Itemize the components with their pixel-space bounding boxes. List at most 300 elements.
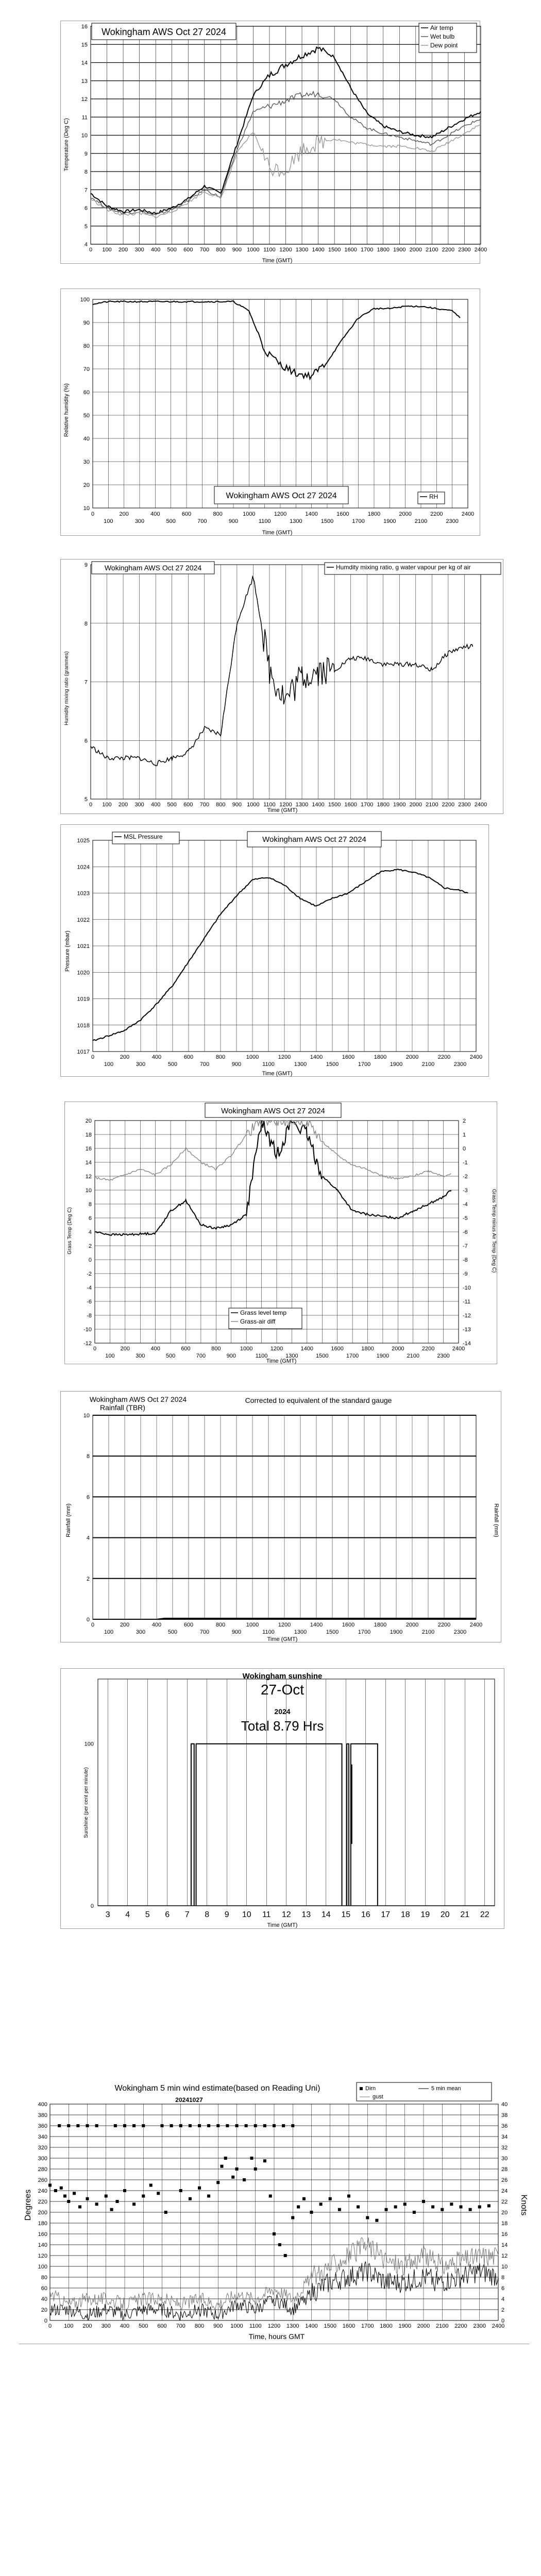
grass-temp-ytick-8: 8 bbox=[88, 1201, 92, 1208]
grass-temp-xtick-1100: 1100 bbox=[255, 1353, 268, 1359]
wind-legend bbox=[357, 2082, 492, 2101]
humidity-xtick-1700: 1700 bbox=[352, 518, 365, 524]
pressure-xtick-2400: 2400 bbox=[469, 1054, 483, 1060]
grass-temp-xtick-1200: 1200 bbox=[270, 1346, 283, 1352]
rainfall-xtick-1200: 1200 bbox=[278, 1622, 291, 1628]
wind-ytick-340: 340 bbox=[38, 2134, 47, 2140]
wind-y2tick-6: 6 bbox=[501, 2285, 505, 2292]
temperature-xtick-300: 300 bbox=[134, 247, 144, 253]
grass-temp-ytick--2: -2 bbox=[87, 1271, 92, 1277]
mixing-ratio-xtick-0: 0 bbox=[89, 802, 93, 808]
wind-ytick-80: 80 bbox=[41, 2275, 47, 2281]
grass-temp-xtick-200: 200 bbox=[120, 1346, 130, 1352]
grass-temp-ytick-16: 16 bbox=[85, 1146, 92, 1152]
wind-dirn-point-0-15 bbox=[149, 2184, 153, 2187]
wind-y2tick-12: 12 bbox=[501, 2253, 508, 2259]
humidity-xtick-900: 900 bbox=[228, 518, 239, 524]
sunshine-xtick-7: 7 bbox=[184, 1910, 190, 1919]
wind-dirn-point-0-33 bbox=[278, 2243, 281, 2246]
rainfall-ytick-4: 4 bbox=[86, 1535, 90, 1541]
mixing-ratio-xtick-2200: 2200 bbox=[442, 802, 455, 808]
pressure-series-0 bbox=[93, 869, 468, 1041]
wind-dirn-point-0-10 bbox=[110, 2208, 113, 2211]
wind-dirn-point-0-44 bbox=[366, 2216, 369, 2219]
humidity-xtick-700: 700 bbox=[197, 518, 207, 524]
grass-temp-y2tick-1: 1 bbox=[463, 1132, 466, 1138]
grass-temp-y2tick--6: -6 bbox=[463, 1229, 468, 1235]
temperature-xtick-1400: 1400 bbox=[312, 247, 325, 253]
wind-xlabel: Time, hours GMT bbox=[248, 2332, 305, 2341]
temperature-xtick-1100: 1100 bbox=[263, 247, 276, 253]
grass-temp-y2tick--1: -1 bbox=[463, 1160, 468, 1166]
rainfall-xtick-1500: 1500 bbox=[326, 1629, 339, 1635]
sunshine-xtick-11: 11 bbox=[262, 1910, 271, 1919]
humidity-chart bbox=[61, 289, 481, 536]
temperature-ticks bbox=[81, 24, 487, 253]
pressure-ytick-1022: 1022 bbox=[77, 917, 90, 923]
pressure-ytick-1025: 1025 bbox=[77, 838, 90, 844]
rainfall-xtick-300: 300 bbox=[136, 1629, 146, 1635]
wind-y2tick-26: 26 bbox=[501, 2177, 508, 2183]
grass-temp-ytick--4: -4 bbox=[87, 1285, 92, 1291]
temperature-xtick-0: 0 bbox=[89, 247, 93, 253]
pressure-xtick-500: 500 bbox=[167, 1061, 178, 1067]
wind-y2tick-24: 24 bbox=[501, 2188, 508, 2194]
pressure-xlabel: Time (GMT) bbox=[262, 1071, 293, 1077]
temperature-xtick-1800: 1800 bbox=[377, 247, 390, 253]
wind-ytick-120: 120 bbox=[38, 2253, 47, 2259]
wind-dirn-point-1-18 bbox=[245, 2124, 248, 2127]
humidity-xtick-400: 400 bbox=[150, 511, 160, 517]
humidity-ytick-70: 70 bbox=[83, 366, 90, 372]
temperature-xtick-1600: 1600 bbox=[344, 247, 357, 253]
grass-temp-xtick-800: 800 bbox=[211, 1346, 221, 1352]
wind-y2tick-14: 14 bbox=[501, 2242, 508, 2248]
grass-temp-y2tick--2: -2 bbox=[463, 1174, 468, 1180]
wind-dirn-point-0-32 bbox=[273, 2232, 276, 2235]
grass-temp-ytick--12: -12 bbox=[83, 1341, 92, 1347]
pressure-xtick-1900: 1900 bbox=[390, 1061, 403, 1067]
rainfall-xtick-1600: 1600 bbox=[342, 1622, 355, 1628]
wind-ytick-360: 360 bbox=[38, 2123, 47, 2129]
wind-dirn-point-1-11 bbox=[179, 2124, 182, 2127]
grass-temp-legend-label-0: Grass level temp bbox=[240, 1309, 287, 1316]
humidity-chart-panel bbox=[60, 289, 480, 536]
temperature-legend-label-0: Air temp bbox=[430, 24, 453, 31]
humidity-xtick-2000: 2000 bbox=[399, 511, 412, 517]
temperature-xtick-100: 100 bbox=[102, 247, 112, 253]
grass-temp-xtick-1300: 1300 bbox=[285, 1353, 298, 1359]
pressure-xtick-1400: 1400 bbox=[310, 1054, 323, 1060]
wind-dirn-point-0-22 bbox=[216, 2181, 219, 2184]
grass-temp-ytick-2: 2 bbox=[88, 1243, 92, 1249]
humidity-xtick-2100: 2100 bbox=[414, 518, 428, 524]
temperature-ytick-13: 13 bbox=[81, 78, 88, 84]
humidity-xtick-1300: 1300 bbox=[290, 518, 302, 524]
mixing-ratio-xtick-600: 600 bbox=[183, 802, 193, 808]
pressure-xtick-100: 100 bbox=[104, 1061, 114, 1067]
humidity-xtick-200: 200 bbox=[119, 511, 129, 517]
wind-dirn-point-0-16 bbox=[157, 2192, 160, 2195]
wind-dirn-point-0-30 bbox=[263, 2159, 266, 2162]
wind-xtick-500: 500 bbox=[139, 2323, 148, 2329]
temperature-xlabel: Time (GMT) bbox=[262, 258, 293, 264]
mixing-ratio-xtick-1500: 1500 bbox=[328, 802, 341, 808]
mixing-ratio-xtick-700: 700 bbox=[199, 802, 209, 808]
sunshine-xtick-12: 12 bbox=[281, 1910, 291, 1919]
grass-temp-xtick-1700: 1700 bbox=[346, 1353, 359, 1359]
rainfall-xtick-400: 400 bbox=[151, 1622, 162, 1628]
grass-temp-y2tick--5: -5 bbox=[463, 1215, 468, 1222]
mixing-ratio-xtick-1400: 1400 bbox=[312, 802, 325, 808]
sunshine-title: Wokingham sunshine bbox=[242, 1672, 323, 1681]
grass-temp-xtick-2000: 2000 bbox=[392, 1346, 404, 1352]
humidity-ytick-20: 20 bbox=[83, 482, 90, 488]
wind-dirn-point-1-3 bbox=[86, 2124, 89, 2127]
mixing-ratio-xtick-400: 400 bbox=[150, 802, 161, 808]
sunshine-ticks bbox=[84, 1741, 489, 1919]
wind-dirn-point-0-56 bbox=[478, 2206, 481, 2209]
wind-dirn-point-1-13 bbox=[198, 2124, 201, 2127]
wind-dirn-point-0-11 bbox=[116, 2200, 119, 2203]
mixing-ratio-xtick-2300: 2300 bbox=[458, 802, 471, 808]
wind-y2label: Knots bbox=[519, 2194, 528, 2216]
grass-temp-xtick-1800: 1800 bbox=[361, 1346, 374, 1352]
wind-ytick-220: 220 bbox=[38, 2199, 47, 2205]
wind-dirn-point-0-55 bbox=[469, 2208, 472, 2211]
wind-ytick-180: 180 bbox=[38, 2221, 47, 2227]
pressure-xtick-0: 0 bbox=[91, 1054, 95, 1060]
grass-temp-series-1 bbox=[95, 1121, 451, 1180]
sunshine-grid bbox=[98, 1679, 495, 1906]
rainfall-ytick-0: 0 bbox=[86, 1617, 90, 1623]
pressure-xtick-1500: 1500 bbox=[326, 1061, 339, 1067]
wind-dirn-point-0-20 bbox=[198, 2187, 201, 2190]
temperature-xtick-400: 400 bbox=[150, 247, 161, 253]
temperature-ytick-7: 7 bbox=[84, 187, 88, 194]
grass-temp-xtick-1000: 1000 bbox=[240, 1346, 253, 1352]
sunshine-xtick-8: 8 bbox=[205, 1910, 210, 1919]
sunshine-chart-panel bbox=[60, 1668, 504, 1929]
wind-dirn-point-1-15 bbox=[216, 2124, 219, 2127]
pressure-xtick-1200: 1200 bbox=[278, 1054, 291, 1060]
humidity-ytick-100: 100 bbox=[80, 297, 90, 303]
mixing-ratio-chart bbox=[61, 560, 504, 815]
sunshine-total: Total 8.79 Hrs bbox=[241, 1718, 324, 1734]
pressure-ytick-1019: 1019 bbox=[77, 996, 90, 1003]
wind-y2tick-8: 8 bbox=[501, 2275, 505, 2281]
wind-title: Wokingham 5 min wind estimate(based on Reading Uni) bbox=[114, 2084, 320, 2093]
humidity-ytick-40: 40 bbox=[83, 436, 90, 442]
wind-dirn-point-0-51 bbox=[431, 2206, 434, 2209]
sunshine-ytick-0: 0 bbox=[90, 1903, 94, 1909]
wind-ytick-200: 200 bbox=[38, 2210, 47, 2216]
pressure-chart-panel bbox=[60, 824, 489, 1077]
wind-xtick-400: 400 bbox=[120, 2323, 130, 2329]
grass-temp-xtick-2100: 2100 bbox=[407, 1353, 419, 1359]
temperature-xtick-1900: 1900 bbox=[393, 247, 406, 253]
wind-dirn-point-1-4 bbox=[95, 2124, 98, 2127]
wind-dirn-point-0-26 bbox=[235, 2167, 239, 2171]
grass-temp-ytick-0: 0 bbox=[88, 1257, 92, 1263]
wind-xtick-900: 900 bbox=[213, 2323, 223, 2329]
grass-temp-y2tick--10: -10 bbox=[463, 1285, 471, 1291]
mixing-ratio-xtick-1100: 1100 bbox=[263, 802, 276, 808]
sunshine-sun-interval-1 bbox=[196, 1744, 342, 1906]
pressure-ytick-1017: 1017 bbox=[77, 1049, 90, 1055]
pressure-series bbox=[93, 869, 468, 1041]
temperature-legend bbox=[419, 23, 477, 53]
wind-legend-label-1: 5 min mean bbox=[431, 2086, 461, 2092]
wind-xtick-2100: 2100 bbox=[436, 2323, 449, 2329]
temperature-xtick-700: 700 bbox=[199, 247, 209, 253]
wind-xtick-2400: 2400 bbox=[492, 2323, 505, 2329]
wind-dirn-point-1-21 bbox=[273, 2124, 276, 2127]
humidity-xtick-300: 300 bbox=[134, 518, 145, 524]
sunshine-xtick-22: 22 bbox=[480, 1910, 489, 1919]
wind-xtick-2300: 2300 bbox=[473, 2323, 486, 2329]
grass-temp-xtick-100: 100 bbox=[105, 1353, 115, 1359]
humidity-series bbox=[93, 301, 460, 379]
wind-series bbox=[48, 2124, 498, 2320]
mixing-ratio-xtick-1000: 1000 bbox=[247, 802, 260, 808]
rainfall-xtick-100: 100 bbox=[104, 1629, 114, 1635]
mixing-ratio-xtick-800: 800 bbox=[216, 802, 226, 808]
humidity-xtick-1400: 1400 bbox=[305, 511, 318, 517]
wind-xtick-100: 100 bbox=[64, 2323, 74, 2329]
wind-grid bbox=[50, 2104, 498, 2320]
humidity-xtick-1900: 1900 bbox=[383, 518, 396, 524]
rainfall-xtick-2300: 2300 bbox=[453, 1629, 467, 1635]
rainfall-xtick-2000: 2000 bbox=[405, 1622, 419, 1628]
wind-y2tick-2: 2 bbox=[501, 2307, 505, 2313]
sunshine-xtick-14: 14 bbox=[321, 1910, 331, 1919]
rainfall-xtick-600: 600 bbox=[183, 1622, 194, 1628]
grass-temp-ytick--6: -6 bbox=[87, 1299, 92, 1305]
temperature-xtick-1300: 1300 bbox=[295, 247, 309, 253]
mixing-ratio-xtick-100: 100 bbox=[102, 802, 112, 808]
wind-dirn-point-1-14 bbox=[207, 2124, 210, 2127]
wind-dirn-point-0-3 bbox=[63, 2195, 66, 2198]
temperature-xtick-2000: 2000 bbox=[409, 247, 422, 253]
grass-temp-xtick-300: 300 bbox=[136, 1353, 145, 1359]
wind-y2tick-4: 4 bbox=[501, 2296, 505, 2302]
wind-dirn-point-0-2 bbox=[60, 2187, 63, 2190]
mixing-ratio-ylabel: Humidity mixing ratio (grammes) bbox=[64, 651, 70, 725]
wind-y2tick-40: 40 bbox=[501, 2102, 508, 2108]
temperature-xtick-1200: 1200 bbox=[279, 247, 292, 253]
grass-temp-ytick-10: 10 bbox=[85, 1188, 92, 1194]
humidity-ytick-90: 90 bbox=[83, 320, 90, 326]
wind-dirn-point-0-29 bbox=[254, 2167, 257, 2171]
wind-dirn-point-0-50 bbox=[422, 2200, 425, 2203]
wind-dirn-point-0-52 bbox=[441, 2208, 444, 2211]
wind-dirn-point-0-8 bbox=[95, 2202, 98, 2206]
wind-dirn-point-0-37 bbox=[302, 2197, 306, 2200]
grass-temp-chart bbox=[65, 1102, 498, 1365]
rainfall-subtitle: Rainfall (TBR) bbox=[100, 1403, 145, 1412]
humidity-grid bbox=[93, 299, 468, 508]
sunshine-xtick-10: 10 bbox=[242, 1910, 251, 1919]
rainfall-xtick-2200: 2200 bbox=[437, 1622, 451, 1628]
pressure-xtick-900: 900 bbox=[231, 1061, 242, 1067]
mixing-ratio-xtick-1900: 1900 bbox=[393, 802, 406, 808]
wind-ytick-100: 100 bbox=[38, 2264, 47, 2270]
rainfall-xtick-1000: 1000 bbox=[246, 1622, 259, 1628]
pressure-xtick-1700: 1700 bbox=[358, 1061, 371, 1067]
wind-dirn-point-0-46 bbox=[385, 2208, 388, 2211]
mixing-ratio-grid bbox=[91, 565, 481, 799]
pressure-xtick-2000: 2000 bbox=[405, 1054, 419, 1060]
grass-temp-xlabel: Time (GMT) bbox=[266, 1358, 297, 1364]
wind-xtick-1700: 1700 bbox=[361, 2323, 374, 2329]
grass-temp-xtick-400: 400 bbox=[150, 1346, 160, 1352]
grass-temp-y2label: Grass Temp minus Air Temp (Deg C) bbox=[491, 1189, 497, 1273]
rainfall-xtick-800: 800 bbox=[215, 1622, 226, 1628]
grass-temp-y2tick--3: -3 bbox=[463, 1188, 468, 1194]
wind-dirn-point-0-25 bbox=[231, 2176, 234, 2179]
wind-dirn-point-0-12 bbox=[123, 2189, 126, 2192]
grass-temp-xtick-500: 500 bbox=[165, 1353, 176, 1359]
sunshine-date: 27-Oct bbox=[260, 1682, 305, 1698]
temperature-chart-panel bbox=[60, 21, 487, 264]
wind-ytick-140: 140 bbox=[38, 2242, 47, 2248]
wind-ytick-380: 380 bbox=[38, 2112, 47, 2119]
wind-xtick-1300: 1300 bbox=[286, 2323, 299, 2329]
grass-temp-y2tick--14: -14 bbox=[463, 1341, 471, 1347]
wind-dirn-point-0-23 bbox=[221, 2165, 224, 2168]
mixing-ratio-xtick-500: 500 bbox=[167, 802, 177, 808]
temperature-title: Wokingham AWS Oct 27 2024 bbox=[101, 27, 227, 37]
wind-xtick-300: 300 bbox=[101, 2323, 111, 2329]
rainfall-xtick-500: 500 bbox=[167, 1629, 178, 1635]
wind-ytick-240: 240 bbox=[38, 2188, 47, 2194]
sunshine-xtick-15: 15 bbox=[341, 1910, 351, 1919]
grass-temp-y2tick-0: 0 bbox=[463, 1146, 466, 1152]
mixing-ratio-xtick-1700: 1700 bbox=[360, 802, 374, 808]
grass-temp-ytick-14: 14 bbox=[85, 1160, 92, 1166]
rainfall-xtick-1100: 1100 bbox=[262, 1629, 275, 1635]
wind-dirn-point-0-19 bbox=[189, 2197, 192, 2200]
wind-xtick-1200: 1200 bbox=[267, 2323, 281, 2329]
sunshine-plot-frame bbox=[98, 1679, 495, 1906]
pressure-xtick-400: 400 bbox=[151, 1054, 162, 1060]
wind-dirn-point-0-40 bbox=[329, 2197, 332, 2200]
humidity-xtick-1100: 1100 bbox=[258, 518, 271, 524]
pressure-xtick-2200: 2200 bbox=[437, 1054, 451, 1060]
rainfall-xtick-1300: 1300 bbox=[294, 1629, 307, 1635]
temperature-xtick-1000: 1000 bbox=[247, 247, 260, 253]
wind-legend-label-2: gust bbox=[373, 2094, 383, 2100]
wind-xtick-1400: 1400 bbox=[305, 2323, 318, 2329]
grass-temp-legend-label-1: Grass-air diff bbox=[240, 1318, 276, 1325]
wind-dirn-point-0-1 bbox=[54, 2189, 57, 2192]
pressure-legend-label-0: MSL Pressure bbox=[124, 833, 163, 840]
wind-y2tick-18: 18 bbox=[501, 2221, 508, 2227]
mixing-ratio-xtick-1800: 1800 bbox=[377, 802, 390, 808]
wind-dirn-point-0-7 bbox=[86, 2197, 89, 2200]
humidity-legend-label-0: RH bbox=[429, 493, 438, 500]
rainfall-xtick-900: 900 bbox=[231, 1629, 242, 1635]
pressure-xtick-200: 200 bbox=[120, 1054, 130, 1060]
wind-dirn-point-0-36 bbox=[297, 2206, 300, 2209]
pressure-ytick-1024: 1024 bbox=[77, 864, 90, 871]
grass-temp-xtick-700: 700 bbox=[196, 1353, 206, 1359]
wind-ytick-0: 0 bbox=[44, 2318, 47, 2324]
wind-y2tick-20: 20 bbox=[501, 2210, 508, 2216]
grass-temp-xtick-600: 600 bbox=[181, 1346, 191, 1352]
rainfall-xtick-2100: 2100 bbox=[421, 1629, 435, 1635]
rainfall-chart bbox=[61, 1392, 502, 1643]
humidity-xlabel: Time (GMT) bbox=[262, 530, 293, 536]
temperature-xtick-500: 500 bbox=[167, 247, 177, 253]
grass-temp-y2tick--7: -7 bbox=[463, 1243, 468, 1249]
sunshine-xtick-18: 18 bbox=[400, 1910, 410, 1919]
sunshine-year: 2024 bbox=[274, 1707, 291, 1716]
wind-xtick-1100: 1100 bbox=[249, 2323, 262, 2329]
wind-chart bbox=[19, 2081, 529, 2344]
rainfall-ytick-2: 2 bbox=[86, 1575, 90, 1582]
wind-dirn-point-0-0 bbox=[48, 2184, 52, 2187]
wind-dirn-point-1-7 bbox=[132, 2124, 136, 2127]
mixing-ratio-xtick-2100: 2100 bbox=[426, 802, 438, 808]
pressure-ytick-1020: 1020 bbox=[77, 970, 90, 976]
temperature-xtick-900: 900 bbox=[232, 247, 242, 253]
wind-xtick-700: 700 bbox=[176, 2323, 185, 2329]
grass-temp-legend bbox=[229, 1308, 302, 1329]
wind-dirn-point-0-5 bbox=[73, 2192, 76, 2195]
wind-dirn-point-0-35 bbox=[291, 2216, 294, 2219]
rainfall-ticks bbox=[83, 1413, 482, 1635]
rainfall-annotation: Corrected to equivalent of the standard gauge bbox=[245, 1396, 392, 1404]
mixing-ratio-xlabel: Time (GMT) bbox=[267, 807, 298, 814]
mixing-ratio-xtick-200: 200 bbox=[118, 802, 128, 808]
temperature-xtick-800: 800 bbox=[216, 247, 226, 253]
sunshine-chart bbox=[61, 1669, 505, 1929]
wind-dirn-point-0-9 bbox=[105, 2195, 108, 2198]
wind-y2tick-10: 10 bbox=[501, 2264, 508, 2270]
mixing-ratio-xtick-2400: 2400 bbox=[474, 802, 487, 808]
temperature-xtick-1700: 1700 bbox=[360, 247, 374, 253]
wind-ticks bbox=[38, 2102, 508, 2329]
temperature-xtick-2300: 2300 bbox=[458, 247, 471, 253]
wind-dirn-point-1-0 bbox=[58, 2124, 61, 2127]
mixing-ratio-xtick-2000: 2000 bbox=[409, 802, 422, 808]
pressure-xtick-2100: 2100 bbox=[421, 1061, 435, 1067]
rainfall-ytick-10: 10 bbox=[83, 1413, 90, 1419]
wind-xtick-0: 0 bbox=[48, 2323, 52, 2329]
rainfall-xtick-0: 0 bbox=[91, 1622, 95, 1628]
grass-temp-ytick-20: 20 bbox=[85, 1118, 92, 1124]
mixing-ratio-ytick-6: 6 bbox=[84, 738, 88, 744]
wind-dirn-point-0-47 bbox=[394, 2206, 397, 2209]
grass-temp-y2tick--13: -13 bbox=[463, 1327, 471, 1333]
wind-y2tick-22: 22 bbox=[501, 2199, 508, 2205]
wind-y2tick-38: 38 bbox=[501, 2112, 508, 2119]
sunshine-xtick-13: 13 bbox=[301, 1910, 311, 1919]
sunshine-sun-interval-2 bbox=[347, 1744, 349, 1906]
temperature-xtick-2400: 2400 bbox=[474, 247, 487, 253]
grass-temp-y2tick-2: 2 bbox=[463, 1118, 466, 1124]
mixing-ratio-xtick-1600: 1600 bbox=[344, 802, 357, 808]
humidity-xtick-1200: 1200 bbox=[274, 511, 287, 517]
grass-temp-series bbox=[95, 1121, 451, 1235]
rainfall-title: Wokingham AWS Oct 27 2024 bbox=[89, 1395, 187, 1403]
sunshine-series bbox=[98, 1744, 495, 1906]
sunshine-xtick-6: 6 bbox=[165, 1910, 170, 1919]
wind-dirn-point-0-48 bbox=[403, 2202, 407, 2206]
rainfall-xtick-200: 200 bbox=[120, 1622, 130, 1628]
